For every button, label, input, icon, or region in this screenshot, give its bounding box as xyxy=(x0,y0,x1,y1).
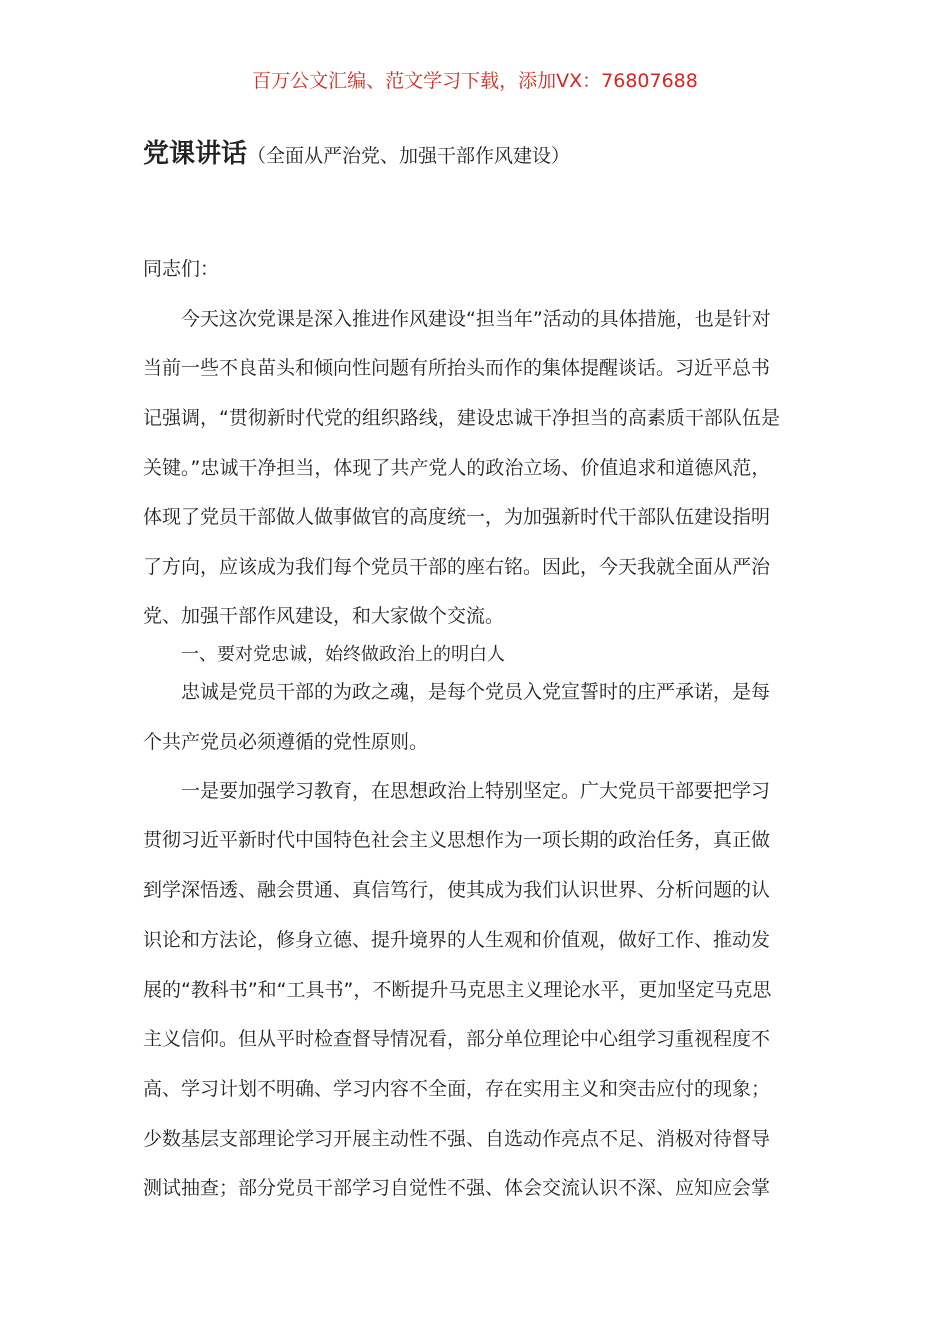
text-line: 了方向，应该成为我们每个党员干部的座右铭。因此，今天我就全面从严治 xyxy=(143,556,771,578)
text-line: 到学深悟透、融会贯通、真信笃行，使其成为我们认识世界、分析问题的认 xyxy=(143,879,771,901)
text-line: 主义信仰。但从平时检查督导情况看，部分单位理论中心组学习重视程度不 xyxy=(143,1028,771,1050)
text-line: 贯彻习近平新时代中国特色社会主义思想作为一项长期的政治任务，真正做 xyxy=(143,829,771,851)
title-subtitle: （全面从严治党、加强干部作风建设） xyxy=(247,145,571,167)
download-notice: 百万公文汇编、范文学习下载，添加VX：76807688 xyxy=(252,70,698,92)
text-line: 关键。”忠诚干净担当，体现了共产党人的政治立场、价值追求和道德风范， xyxy=(143,457,771,479)
greeting: 同志们： xyxy=(143,258,220,280)
text-line: 党、加强干部作风建设，和大家做个交流。 xyxy=(143,605,505,627)
text-line: 今天这次党课是深入推进作风建设“担当年”活动的具体措施，也是针对 xyxy=(181,308,771,330)
text-line: 少数基层支部理论学习开展主动性不强、自选动作亮点不足、消极对待督导 xyxy=(143,1128,771,1150)
text-line: 识论和方法论，修身立德、提升境界的人生观和价值观，做好工作、推动发 xyxy=(143,929,771,951)
text-line: 当前一些不良苗头和倾向性问题有所抬头而作的集体提醒谈话。习近平总书 xyxy=(143,357,771,379)
text-line: 一是要加强学习教育，在思想政治上特别坚定。广大党员干部要把学习 xyxy=(181,780,771,802)
text-line: 个共产党员必须遵循的党性原则。 xyxy=(143,731,429,753)
text-line: 高、学习计划不明确、学习内容不全面，存在实用主义和突击应付的现象； xyxy=(143,1078,771,1100)
section-heading: 一、要对党忠诚，始终做政治上的明白人 xyxy=(181,644,505,665)
text-line: 展的“教科书”和“工具书”，不断提升马克思主义理论水平，更加坚定马克思 xyxy=(143,979,772,1001)
text-line: 体现了党员干部做人做事做官的高度统一，为加强新时代干部队伍建设指明 xyxy=(143,506,771,528)
text-line: 测试抽查；部分党员干部学习自觉性不强、体会交流认识不深、应知应会掌 xyxy=(143,1177,771,1199)
title-main: 党课讲话 xyxy=(143,139,248,169)
text-line: 忠诚是党员干部的为政之魂，是每个党员入党宣誓时的庄严承诺，是每 xyxy=(181,681,771,703)
document-title xyxy=(143,134,823,177)
text-line: 记强调，“贯彻新时代党的组织路线，建设忠诚干净担当的高素质干部队伍是 xyxy=(143,407,780,429)
